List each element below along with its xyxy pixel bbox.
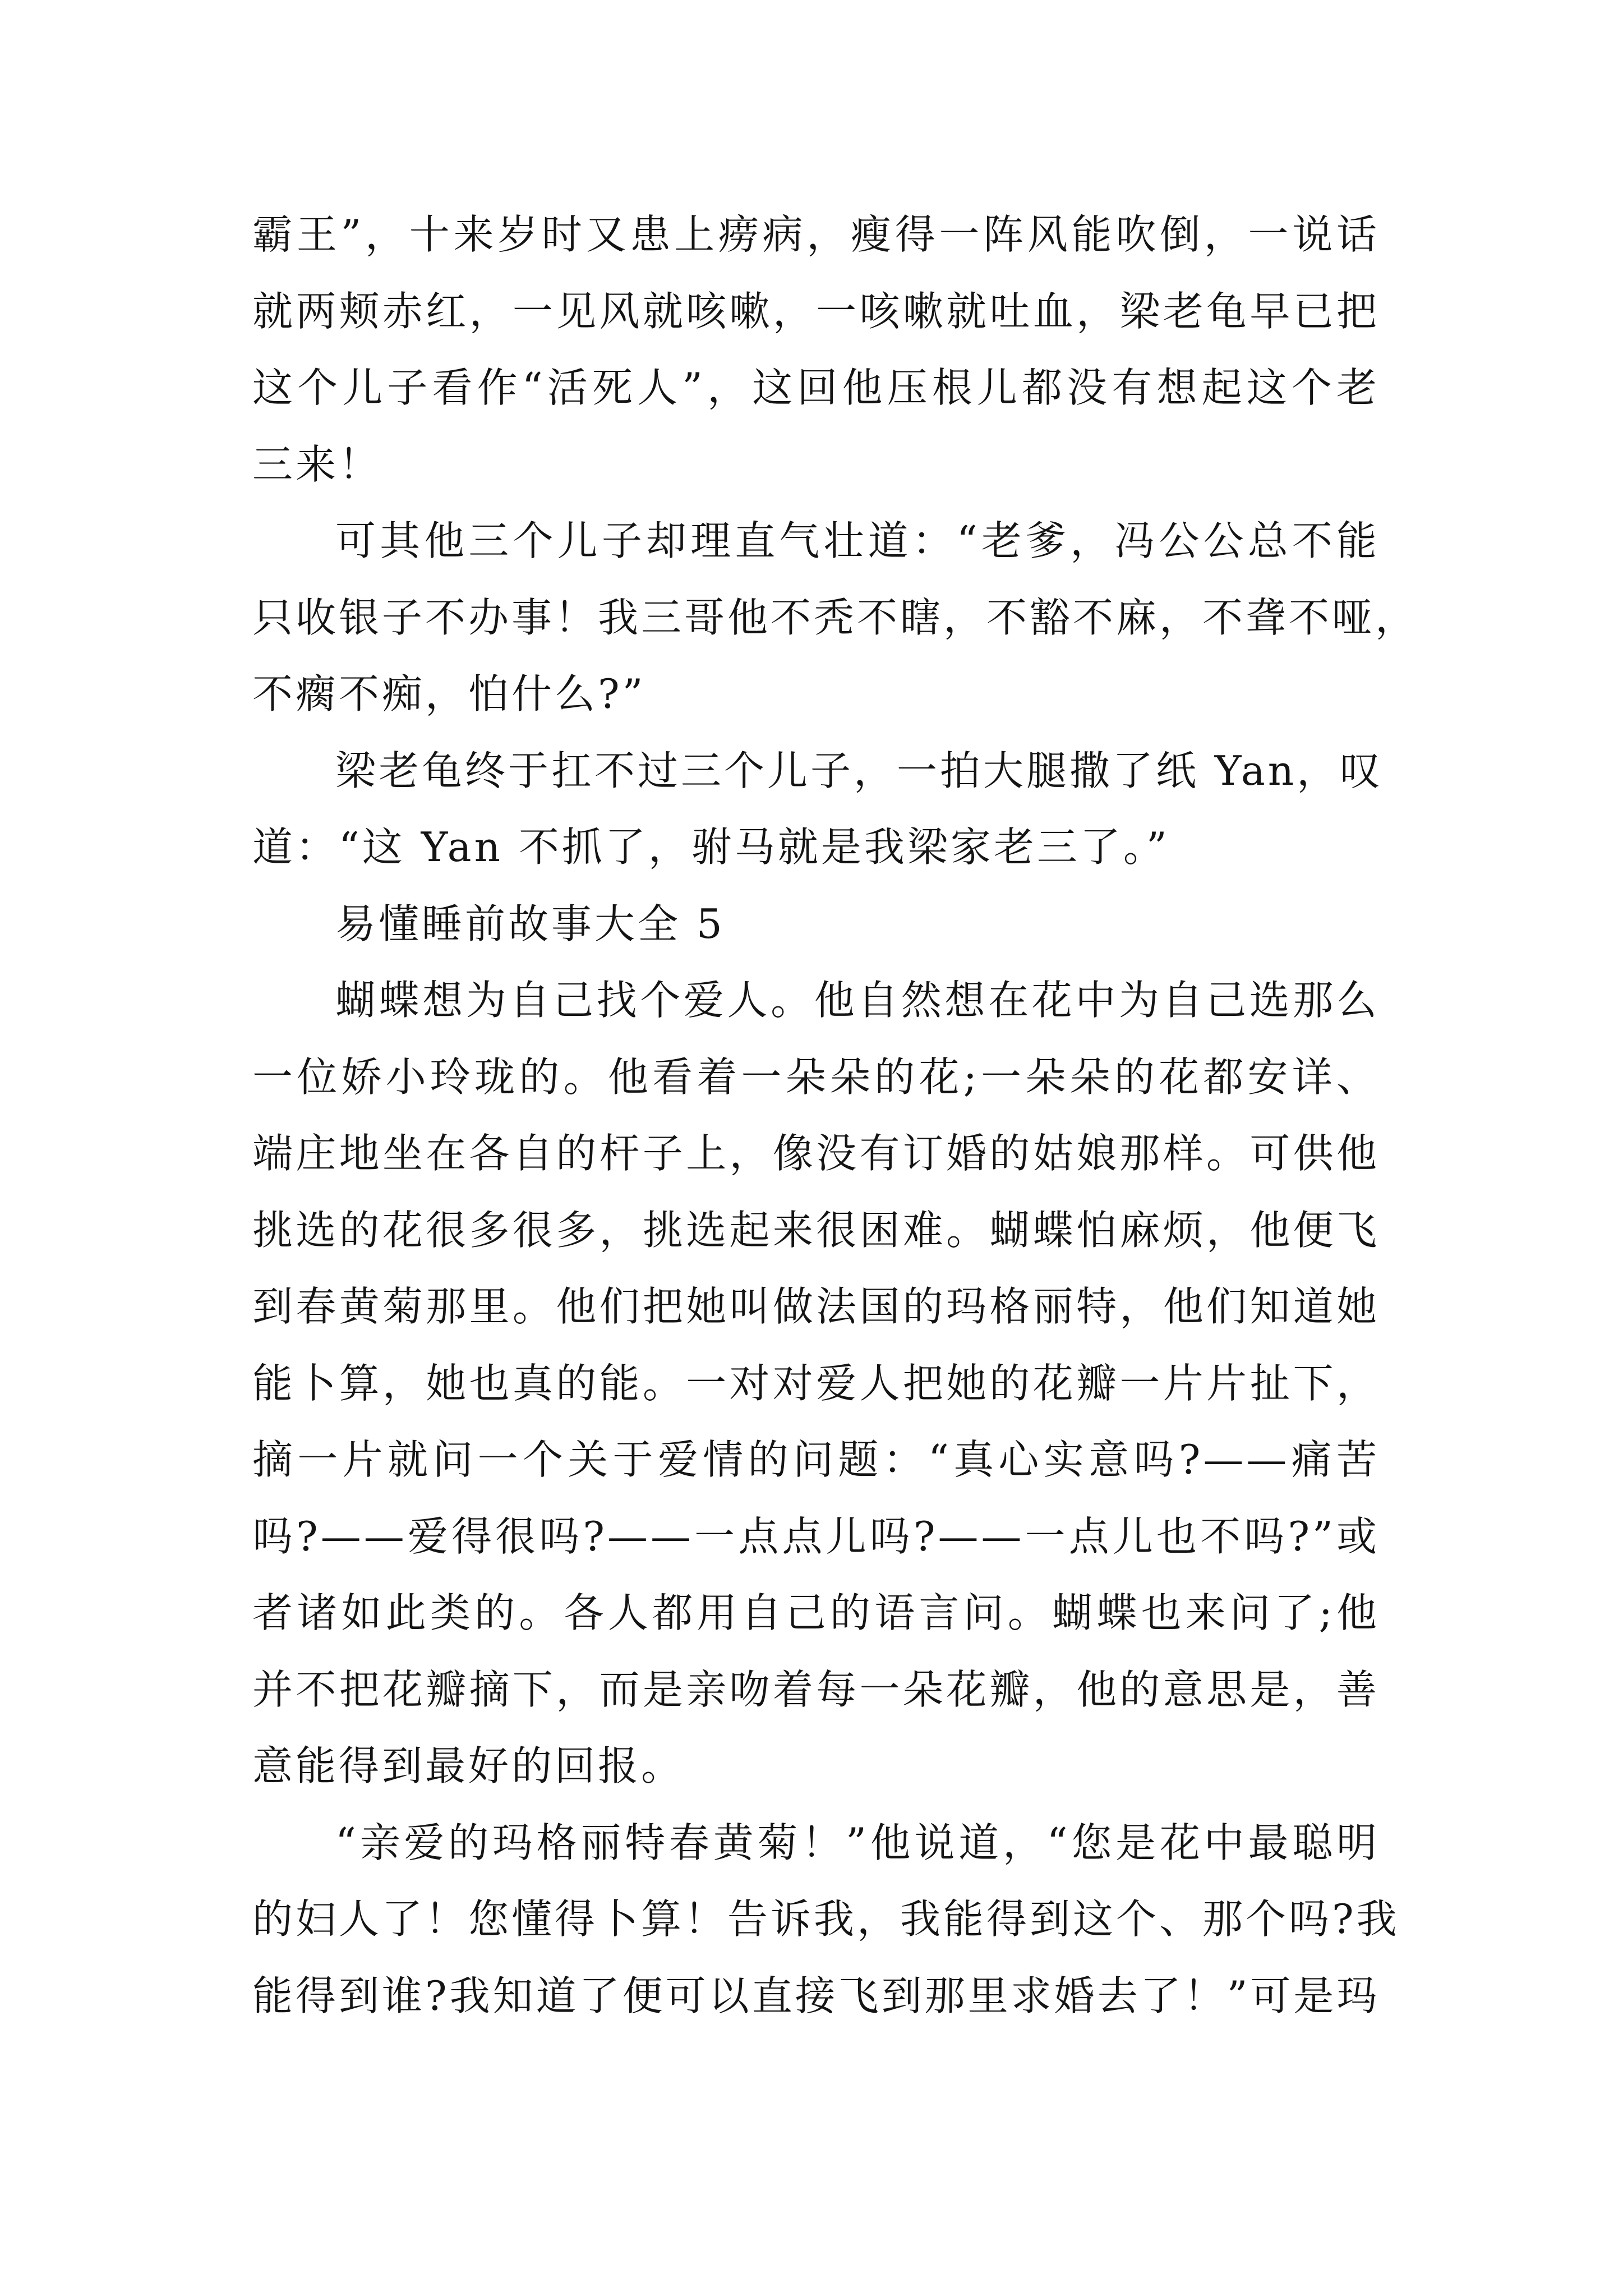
text-line: 只收银子不办事！我三哥他不秃不瞎，不豁不麻，不聋不哑，: [252, 593, 1419, 641]
text-line: 端庄地坐在各自的杆子上，像没有订婚的姑娘那样。可供他: [252, 1130, 1380, 1177]
text-line: 不瘸不痴，怕什么?”: [252, 670, 646, 717]
text-line: 道：“这 Yan 不抓了，驸马就是我梁家老三了。”: [252, 823, 1170, 871]
text-line: 者诸如此类的。各人都用自己的语言问。蝴蝶也来问了;他: [252, 1589, 1380, 1636]
text-line: 梁老龟终于扛不过三个儿子，一拍大腿撒了纸 Yan，叹: [335, 747, 1384, 794]
text-line: 能得到谁?我知道了便可以直接飞到那里求婚去了！”可是玛: [252, 1972, 1380, 2019]
text-line: 意能得到最好的回报。: [252, 1742, 685, 1789]
text-line: 蝴蝶想为自己找个爱人。他自然想在花中为自己选那么: [335, 977, 1380, 1024]
text-line: 一位娇小玲珑的。他看着一朵朵的花;一朵朵的花都安详、: [252, 1053, 1380, 1101]
text-line: 可其他三个儿子却理直气壮道：“老爹，冯公公总不能: [335, 517, 1380, 564]
text-line: 挑选的花很多很多，挑选起来很困难。蝴蝶怕麻烦，他便飞: [252, 1206, 1380, 1254]
text-line: 并不把花瓣摘下，而是亲吻着每一朵花瓣，他的意思是，善: [252, 1665, 1380, 1713]
text-line: 三来！: [252, 440, 382, 488]
text-line: 就两颊赤红，一见风就咳嗽，一咳嗽就吐血，梁老龟早已把: [252, 287, 1380, 335]
text-line: 到春黄菊那里。他们把她叫做法国的玛格丽特，他们知道她: [252, 1283, 1380, 1330]
text-line: 吗?——爱得很吗?——一点点儿吗?——一点儿也不吗?”或: [252, 1512, 1380, 1560]
section-heading: 易懂睡前故事大全 5: [335, 900, 725, 947]
body-text: [252, 196, 1419, 2034]
text-line: 的妇人了！您懂得卜算！告诉我，我能得到这个、那个吗?我: [252, 1895, 1400, 1943]
text-line: 霸王”，十来岁时又患上痨病，瘦得一阵风能吹倒，一说话: [252, 211, 1380, 258]
text-line: 能卜算，她也真的能。一对对爱人把她的花瓣一片片扯下，: [252, 1359, 1380, 1407]
text-line: 摘一片就问一个关于爱情的问题：“真心实意吗?——痛苦: [252, 1436, 1380, 1483]
text-line: 这个儿子看作“活死人”，这回他压根儿都没有想起这个老: [252, 364, 1380, 411]
text-line: “亲爱的玛格丽特春黄菊！”他说道，“您是花中最聪明: [335, 1819, 1380, 1866]
